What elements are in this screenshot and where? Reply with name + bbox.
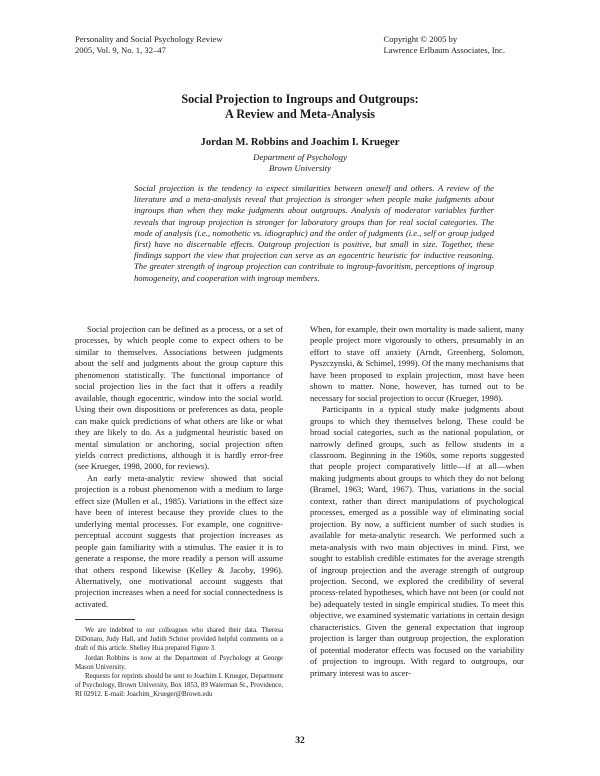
body-column-left (75, 324, 283, 610)
body-paragraph: An early meta-analytic review showed that social projection is a robust phenomenon with a medium to large effect size (Mullen et al., 1985). Variations in the effect size have been of interest because they provide clues to the underlying mental processes. For example, one cognitive-perceptual account suggests that projection increases as people gain familiarity with a stimulus. The easier it is to generate a response, the more readily a person will assume that others respond likewise (Kelley & Jacoby, 1996). Alternatively, one motivational account suggests that projection increases when a need for social connectedness is activated. (75, 472, 283, 609)
title-line-1: Social Projection to Ingroups and Outgroups: (181, 92, 419, 106)
copyright-line: Copyright © 2005 by (383, 34, 458, 44)
author-affiliation (0, 152, 600, 173)
abstract: Social projection is the tendency to expect similarities between oneself and others. A review of the literature and a meta-analysis reveal that projection is stronger when people make judgments about ingroups than when they make judgments about outgroups. Analysis of moderator variables further reveals that ingroup projection is stronger for laboratory groups than for real social categories. The mode of analysis (i.e., nomothetic vs. idiographic) and the order of judgments (i.e., self or group judged first) have no discernable effects. Outgroup projection is positive, but small in size. Together, these findings support the view that projection can serve as an egocentric heuristic for inductive reasoning. The greater strength of ingroup projection can contribute to ingroup-favoritism, perceptions of ingroup homogeneity, and cooperation with ingroup members. (134, 183, 494, 283)
body-paragraph: When, for example, their own mortality is made salient, many people project more vigorously to others, presumably in an effort to stave off anxiety (Arndt, Greenberg, Solomon, Pyszczynski, & Schimel, 1999). Of the many mechanisms that have been proposed to explain projection, most have been shown to matter. None, however, has turned out to be necessary for social projection to occur (Krueger, 1998). (310, 324, 524, 403)
publisher-name: Lawrence Erlbaum Associates, Inc. (383, 44, 505, 55)
journal-citation: 2005, Vol. 9, No. 1, 32–47 (75, 44, 166, 55)
footnote-affiliation-change: Jordan Robbins is now at the Department of Psychology at George Mason University. (75, 654, 283, 671)
body-paragraph: Participants in a typical study make judgments about groups to which they themselves belong. These could be broad social categories, such as the national population, or narrowly defined groups, such as fellow students in a classroom. Beginning in the 1960s, some reports suggested that people project comparatively little—if at all—when making judgments about groups to which they do not belong (Bramel, 1963; Ward, 1967). Thus, variations in the social context, rather than direct manipulations of psychological processes, emerged as a possible way of eliminating social projection. By now, a sufficient number of such studies is available for meta-analytic research. We performed such a meta-analysis with two main objectives in mind. First, we sought to establish credible estimates for the average strength of ingroup projection and the average strength of outgroup projection. Second, we explored the credibility of several process-related hypotheses, which have not been (or could not be) adequately tested in single empirical studies. To meet this objective, we examined systematic variations in certain design characteristics. Given the general expectation that ingroup projection is larger than outgroup projection, the exploration of potential moderator effects was focused on the variability of projection to ingroups. With regard to outgroups, our primary interest was to ascer- (310, 404, 524, 678)
footnotes (75, 626, 283, 700)
footnote-acknowledgment: We are indebted to our colleagues who shared their data. Theresa DiDonato, Judy Hall, and Judith Schrier provided helpful comments on a draft of this article. Shelley Hua prepared Figure 3. (75, 627, 283, 653)
footnote-divider (75, 619, 135, 620)
running-header-right (384, 34, 505, 55)
journal-name: Personality and Social Psychology Review (75, 34, 223, 44)
footnote-reprint-request: Requests for reprints should be sent to Joachim I. Krueger, Department of Psychology, Brown University, Box 1853, 89 Waterman St., Providence, RI 02912. E-mail: Joachim_Krueger@Brown.edu (75, 673, 283, 699)
body-column-right (310, 324, 524, 679)
author-names: Jordan M. Robbins and Joachim I. Krueger (200, 137, 400, 148)
affiliation-university: Brown University (269, 162, 331, 173)
affiliation-department: Department of Psychology (253, 152, 347, 162)
body-paragraph: Social projection can be defined as a process, or a set of processes, by which people come to expect others to be similar to themselves. Associations between judgments about the self and judgments about the group capture this phenomenon statistically. The functional importance of social projection lies in the fact that it offers a readily available, though egocentric, window into the social world. Using their own dispositions or preferences as data, people can make quick predictions of what others are like or what they are likely to do. As a judgmental heuristic based on mental simulation or anchoring, social projection often yields correct predictions, although it is hardly error-free (see Krueger, 1998, 2000, for reviews). (75, 324, 283, 472)
title-line-2: A Review and Meta-Analysis (225, 107, 375, 121)
running-header-left (75, 34, 223, 55)
article-title (0, 92, 600, 122)
page-number: 32 (295, 736, 305, 746)
